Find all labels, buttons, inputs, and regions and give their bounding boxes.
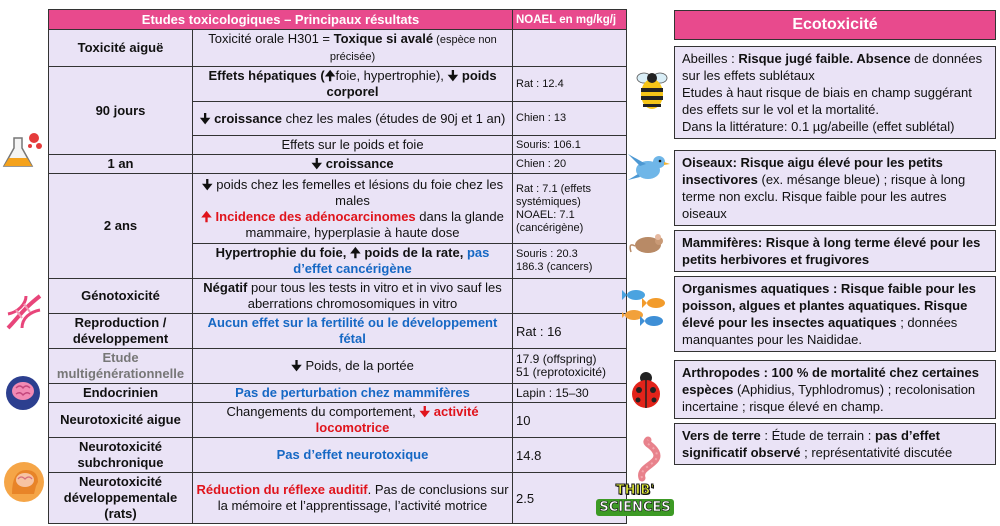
row-label-multigeneration: Etude multigénérationnelle [49,349,193,384]
bees-box: Abeilles : Risque jugé faible. Absence de données sur les effets sublétaux Etudes à haut risque de biais en champ suggérant des effets sur le vol et la mortalité. Dans la littérature: 0.1 µg/abeille (effet sublétal) [674,46,996,139]
multigeneration-noael: 17.9 (offspring) 51 (reprotoxicité) [513,349,627,384]
neuro-subchronic-description: Pas d’effet neurotoxique [193,438,513,473]
row-label-1year: 1 an [49,155,193,174]
2years-noael-mouse: Souris : 20.3 186.3 (cancers) [513,244,627,279]
90days-noael-rat: Rat : 12.4 [513,67,627,102]
bee-icon [632,66,672,112]
genotoxicity-description: Négatif pour tous les tests in vitro et in vivo sauf les aberrations chromosomiques in vitro [193,279,513,314]
toxicology-table [48,9,627,524]
logo-line2: SCIENCES [596,499,673,516]
reproduction-noael: Rat : 16 [513,314,627,349]
genotoxicity-noael [513,279,627,314]
logo-line1: THIB' [615,483,655,498]
mammals-box: Mammifères: Risque à long terme élevé pour les petits herbivores et frugivores [674,230,996,272]
neuro-developmental-description: Réduction du réflexe auditif. Pas de conclusions sur la mémoire et l’apprentissage, l’activité motrice [193,473,513,524]
neuro-acute-description: Changements du comportement, 🠋 activité locomotrice [193,403,513,438]
arrow-down-icon: 🠋 [419,404,431,419]
table-row [49,438,627,473]
endocrine-noael: Lapin : 15–30 [513,384,627,403]
2years-noael-rat: Rat : 7.1 (effets systémiques) NOAEL: 7.1 (cancérigène) [513,174,627,244]
noael-header: NOAEL en mg/kg/j [513,10,627,30]
dna-icon [4,292,44,332]
arrow-up-icon: 🠉 [349,245,361,260]
row-label-neuro-developmental: Neurotoxicité développementale (rats) [49,473,193,524]
row-label-reproduction: Reproduction / développement [49,314,193,349]
table-row [49,349,627,384]
90days-liver-effects: Effets hépatiques (🠉foie, hypertrophie), 🠋 poids corporel [193,67,513,102]
arrow-down-icon: 🠋 [199,110,211,126]
row-label-genotoxicity: Génotoxicité [49,279,193,314]
multigeneration-description: 🠋 Poids, de la portée [193,349,513,384]
arrow-down-icon: 🠋 [447,68,459,83]
bird-icon [626,146,670,190]
arrow-down-icon: 🠋 [201,176,213,192]
table-row [49,384,627,403]
90days-noael-dog: Chien : 13 [513,102,627,136]
table-row [49,314,627,349]
row-label-neuro-acute: Neurotoxicité aigue [49,403,193,438]
row-label-2years: 2 ans [49,174,193,279]
head-brain-icon [2,460,46,504]
row-label-90days: 90 jours [49,67,193,155]
table-row [49,67,627,102]
table-header-row [49,10,627,30]
table-row [49,473,627,524]
aquatic-box: Organismes aquatiques : Risque faible pour les poisson, algues et plantes aquatiques. Risque élevé pour les insectes aquatiques ; données manquantes pour les Naididae. [674,276,996,352]
neuro-acute-noael: 10 [513,403,627,438]
row-label-endocrine: Endocrinien [49,384,193,403]
2years-liver-spleen: Hypertrophie du foie, 🠉 poids de la rate, pas d’effet cancérigène [193,244,513,279]
table-row [49,174,627,244]
earthworm-icon [634,436,668,482]
90days-growth: 🠋 croissance chez les males (études de 90j et 1 an) [193,102,513,136]
arthropods-box: Arthropodes : 100 % de mortalité chez certaines espèces (Aphidius, Typhlodromus) ; recolonisation incertaine ; risque élevé en champ. [674,360,996,419]
arrow-up-icon: 🠉 [201,208,212,224]
reproduction-description: Aucun effet sur la fertilité ou le développement fétal [193,314,513,349]
acute-description: Toxicité orale H301 = Toxique si avalé (espèce non précisée) [193,30,513,67]
table-row [49,279,627,314]
fish-icon [622,285,670,331]
ladybug-icon [628,370,664,410]
ecotoxicity-panel [674,10,996,465]
thib-sciences-logo [587,482,683,516]
birds-box: Oiseaux: Risque aigu élevé pour les petits insectivores (ex. mésange bleue) ; risque à long terme non exclu. Risque faible pour les autres oiseaux [674,150,996,226]
1year-noael: Chien : 20 [513,155,627,174]
table-row [49,155,627,174]
90days-noael-mouse: Souris: 106.1 [513,136,627,155]
neuro-subchronic-noael: 14.8 [513,438,627,473]
table-row [49,30,627,67]
flask-icon [0,128,46,174]
2years-weight-adenocarcinoma: 🠋 poids chez les femelles et lésions du foie chez les males 🠉 Incidence des adénocarcinomes dans la glande mammaire, hyperplasie à haute dose [193,174,513,244]
90days-weight-liver: Effets sur le poids et foie [193,136,513,155]
arrow-down-icon: 🠋 [291,358,302,373]
neuro-developmental-noael: 2.5 [513,473,627,524]
ecotoxicity-title: Ecotoxicité [674,10,996,40]
table-title: Etudes toxicologiques – Principaux résultats [49,10,513,30]
arrow-up-icon: 🠉 [324,68,336,83]
acute-noael [513,30,627,67]
brain-icon [4,374,42,412]
mouse-icon [628,232,668,256]
worms-box: Vers de terre : Étude de terrain : pas d’effet significatif observé ; représentativité discutée [674,423,996,465]
endocrine-description: Pas de perturbation chez mammifères [193,384,513,403]
row-label-acute: Toxicité aiguë [49,30,193,67]
1year-growth: 🠋 croissance [193,155,513,174]
row-label-neuro-subchronic: Neurotoxicité subchronique [49,438,193,473]
table-row [49,403,627,438]
arrow-down-icon: 🠋 [311,156,323,171]
